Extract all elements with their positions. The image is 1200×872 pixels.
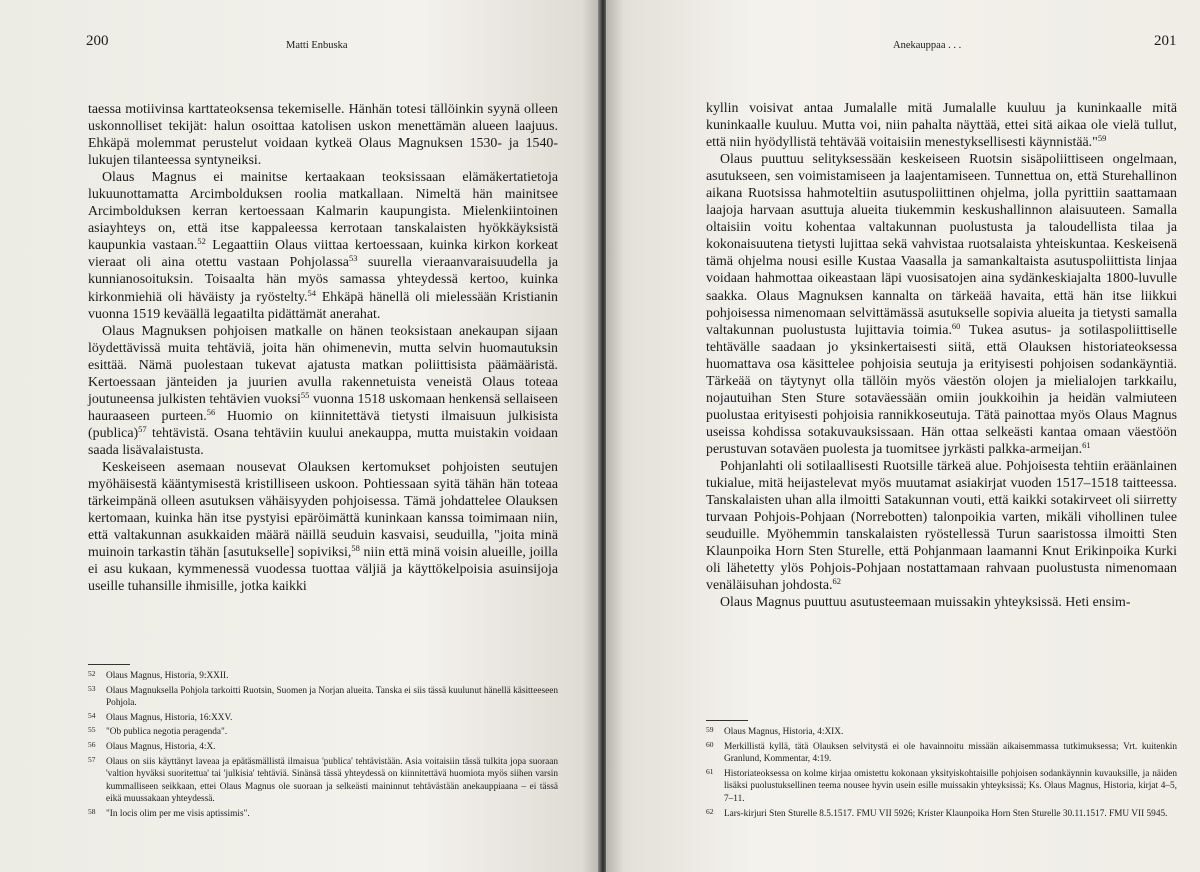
footnote-reference: 53 xyxy=(348,253,358,264)
footnote-text: Olaus Magnuksella Pohjola tarkoitti Ruotsin, Suomen ja Norjan alueita. Tanska ei siis tässä kuulunut hänellä käsitteeseen Pohjola. xyxy=(106,685,558,709)
footnote xyxy=(88,754,558,806)
footnote-reference: 61 xyxy=(1082,439,1091,450)
right-page xyxy=(606,0,1200,872)
footnote xyxy=(88,668,558,683)
footnote-text: Olaus Magnus, Historia, 9:XXII. xyxy=(106,671,229,681)
footnote xyxy=(706,739,1177,766)
footnote xyxy=(88,710,558,725)
footnote-reference: 62 xyxy=(832,576,842,587)
footnote-text: Merkillistä kyllä, tätä Olauksen selvitystä ei ole havainnoitu missään aikaisemmassa tutkimuksessa; Vrt. kuitenkin Granlund, Kommentar, 4:19. xyxy=(724,741,1177,765)
footnote-number: 53 xyxy=(88,683,96,693)
footnote xyxy=(706,724,1177,739)
paragraph: Pohjanlahti oli sotilaallisesti Ruotsille tärkeä alue. Pohjoisesta tehtiin eräänlainen tukialue, mitä heijastelevat myös muutamat asiakirjat vuoden 1517–1518 taitteessa. Tanskalaisten uhan alla ilmoitti Satakunnan vouti, että kaikki sotakirveet oli siirretty turvaan Pohjois-Pohjaan (Norrebotten) talonpoikia varten, mikäli vihollinen tulee seuduille. Myöhemmin tanskalaisten ryöstellessä Turun saaristossa ilmoitti Sten Klaunpoika Horn Sten Sturelle, että Pohjanmaan laamanni Knut Erikinpoika Kurki oli lähetetty ylös Pohjois-Pohjaan nostattamaan rahvaan puolustusta nimenomaan venäläisuhan johdosta.$^{62}$ xyxy=(706,458,1177,594)
footnote-reference: 58 xyxy=(351,543,360,554)
footnote-number: 57 xyxy=(88,754,96,764)
footnotes xyxy=(706,724,1177,820)
footnote-number: 59 xyxy=(706,725,714,734)
footnote-text: Olaus on siis käyttänyt laveaa ja epätäsmällistä ilmaisua 'publica' tehtävistään. Asia voitaisiin tässä tulkita jopa suoraan 'valtion hyväksi suoritettua' tai 'julkisia' tehtäviä. Sinänsä tässä yhteydessä on kiinnitettävä huomiota myös siihen varsin kummalliseen seikkaan, ettei Olaus Magnus ole suoraan ja selkeästi maininnut tehtävästään anekauppiaana – ei tässä eikä muussakaan yhteydessä. xyxy=(106,756,558,805)
footnote xyxy=(88,739,558,754)
footnote-reference: 60 xyxy=(951,320,961,331)
running-head: Matti Enbuska xyxy=(286,40,348,51)
footnote-number: 56 xyxy=(88,739,96,749)
footnote-number: 58 xyxy=(88,806,96,816)
footnote xyxy=(706,766,1177,806)
footnotes xyxy=(88,668,558,821)
footnote-reference: 54 xyxy=(307,287,316,298)
footnote xyxy=(706,806,1177,821)
paragraph: kyllin voisivat antaa Jumalalle mitä Jumalalle kuuluu ja kuninkaalle mitä kuninkaalle kuuluu. Mutta voi, niin pahalta näyttää, ettei sitä aikaa ole vielä tullut, että niin hyödyllistä tehtävää voitaisiin menestyksellisesti käynnistää."$^{59}$ xyxy=(706,101,1177,151)
footnote-reference: 59 xyxy=(1097,133,1107,144)
paragraph: Olaus Magnus puuttuu asutusteemaan muissakin yhteyksissä. Heti ensim- xyxy=(720,595,1131,611)
page-number: 201 xyxy=(1154,33,1177,49)
footnote-text: "In locis olim per me visis aptissimis". xyxy=(106,808,250,819)
footnote-reference: 57 xyxy=(138,423,147,434)
footnote-reference: 55 xyxy=(300,389,310,400)
paragraph: taessa motiivinsa karttateoksensa tekemiselle. Hänhän totesi tällöinkin syynä olleen uskonnolliset tekijät: halun osoittaa katolisen uskon menettämän alueen laajuus. Ehkäpä molemmat perustelut voidaan kytkeä Olaus Magnuksen 1530- ja 1540-lukujen tilanteessa syntyneiksi. xyxy=(88,102,558,169)
paragraph: Olaus puuttuu selityksessään keskeiseen Ruotsin sisäpoliittiseen ongelmaan, asutukseen, sen voimistamiseen ja laajentamiseen. Tunnettua on, että Sturehallinon aikana Ruotsissa hahmoteltiin asutuspoliittinen ohjelma, jolla pyrittiin saattamaan laajoja harvaan asuttuja alueita tiukemmin keskushallinnon alaisuuteen. Samalla oltaisiin voitu kohentaa valtakunnan puolustusta ja taloudellista tilaa ja kokonaisuutena tietysti lujittaa sekä vahvistaa ruotsalaista yhteiskuntaa. Keskeisenä tämä ohjelma nousi esille Kustaa Vaasalla ja samankaltaista asutuspoliittista linjaa voidaan hahmottaa oikeastaan läpi vuosisatojen aina sydänkeskiajalta 1800-luvulle saakka. Olaus Magnuksen kannalta on tärkeää havaita, että hän itse liikkui pohjoisessa nimenomaan selvittämässä asutukselle sopivia alueita ja tietysti samalla valtakunnan puolustusta lujittavia toimia.$^{60}$ Tukea asutus- ja sotilaspoliittiselle tehtävälle saadaan jo yksinkertaisesti siitä, että Olauksen historiateoksessa huomattava osa käsittelee pohjoisia seutuja ja erityisesti pohjoisen sodankäyntiä. Tärkeää on täytynyt olla tällöin myös väestön olojen ja mielialojen tarkkailu, nojautuihan Sten Sture sotaväessään omiin joukkoihin ja heidän valmiuteen puolustaa erityisesti pohjoisia rannikkoseutuja. Tätä painottaa myös Olaus Magnus useissa kohdissa sotakuvauksissaan. Hän ottaa selkeästi kantaa omaan väestöön perustuvan sotaväen puolesta ja tuomitsee jyrkästi palkka-armeijan.$^{61}$ xyxy=(706,152,1177,457)
footnote-rule xyxy=(88,664,130,665)
footnote-number: 62 xyxy=(706,806,714,816)
paragraph: Olaus Magnus ei mainitse kertaakaan teoksissaan elämäkertatietoja lukuunottamatta Arcimbolduksen roolia matkallaan. Nimeltä hän mainitsee Arcimbolduksen kerran kertoessaan Kalmarin kaupungista. Mielenkiintoinen asiayhteys on, että itse kappaleessa kerrotaan tanskalaisten hyökkäyksistä kaupunkia vastaan.$^{52}$ Legaattiin Olaus viittaa kertoessaan, kuinka kirkon korkeat vieraat oli aina otettu vastaan Pohjolassa$^{53}$ suurella vieraanvaraisuudella ja kunnianosoituksin. Toisaalta hän myös samassa yhteydessä kertoo, kuinka kirkonmiehiä oli häväisty ja ryöstelty.$^{54}$ Ehkäpä hänellä oli mielessään Kristianin vuonna 1519 keväällä legaatilta pidättämät anerahat. xyxy=(88,170,558,322)
footnote xyxy=(88,806,558,821)
footnote-number: 52 xyxy=(88,669,96,678)
footnote-number: 54 xyxy=(88,710,96,720)
paragraph: Keskeiseen asemaan nousevat Olauksen kertomukset pohjoisten seutujen myöhäisestä kääntymisestä kristilliseen uskoon. Pohtiessaan syitä tähän hän toteaa tärkeimpänä olleen asutuksen vähäisyyden pohjoisessa. Tämä johdattelee Olauksen kertomaan, kuinka hän itse pystyisi epäröimättä kuninkaan kanssa toimimaan niin, että valtakunnan asukkaiden määrä näillä seuduin kasvaisi, seuduilla, "joita minä muinoin tarkastin tähän [asutukselle] sopiviksi,$^{58}$ niin että minä voisin alueille, joilla ei asu kukaan, kymmenessä vuodessa tuottaa väljiä ja käyttökelpoisia asuinsijoja useille tuhansille ihmisille, jotka kaikki xyxy=(88,459,558,595)
footnote-text: Olaus Magnus, Historia, 4:X. xyxy=(106,741,216,752)
footnote-text: Historiateoksessa on kolme kirjaa omistettu kokonaan yksityiskohtaisille pohjoisen sodankäynnin kuvauksille, ja näiden lisäksi puolustuksellinen teema nousee hyvin usein esille muissakin yhteyksissä; Ks. Olaus Magnus, Historia, kirjat 4–5, 7–11. xyxy=(724,768,1177,804)
body-text xyxy=(88,101,558,595)
footnote-text: Olaus Magnus, Historia, 4:XIX. xyxy=(724,727,844,737)
footnote-text: "Ob publica negotia peragenda". xyxy=(106,727,228,738)
body-text xyxy=(706,100,1177,611)
footnote-text: Olaus Magnus, Historia, 16:XXV. xyxy=(106,712,233,723)
footnote-reference: 52 xyxy=(197,236,206,247)
footnote-number: 55 xyxy=(88,725,96,735)
footnote xyxy=(88,683,558,710)
footnote xyxy=(88,724,558,739)
running-head: Anekauppaa . . . xyxy=(893,40,962,51)
footnote-reference: 56 xyxy=(206,406,216,417)
footnote-text: Lars-kirjuri Sten Sturelle 8.5.1517. FMU VII 5926; Krister Klaunpoika Horn Sten Sturelle 30.11.1517. FMU VII 5945. xyxy=(724,808,1168,819)
page-number: 200 xyxy=(86,33,109,49)
paragraph: Olaus Magnuksen pohjoisen matkalle on hänen teoksistaan anekaupan sijaan löydettävissä muita tehtäviä, joita hän ohimenevin, mutta selvin huomautuksin esittää. Nämä puolestaan tukevat ajatusta matkan poliittisista päämääristä. Kertoessaan jänteiden ja juurien avulla rakennetuista veneistä Olaus toteaa joutuneensa julkisten tehtävien vuoksi$^{55}$ vuonna 1518 uskomaan henkensä sellaiseen hauraaseen purteen.$^{56}$ Huomio on kiinnitettävä tietysti ilmaisuun julkisista (publica)$^{57}$ tehtävistä. Osana tehtäviin kuului anekauppa, mutta muistakin voidaan saada lisävalaistusta. xyxy=(88,323,558,458)
footnote-number: 61 xyxy=(706,766,714,776)
footnote-rule xyxy=(706,720,748,721)
footnote-number: 60 xyxy=(706,739,714,749)
